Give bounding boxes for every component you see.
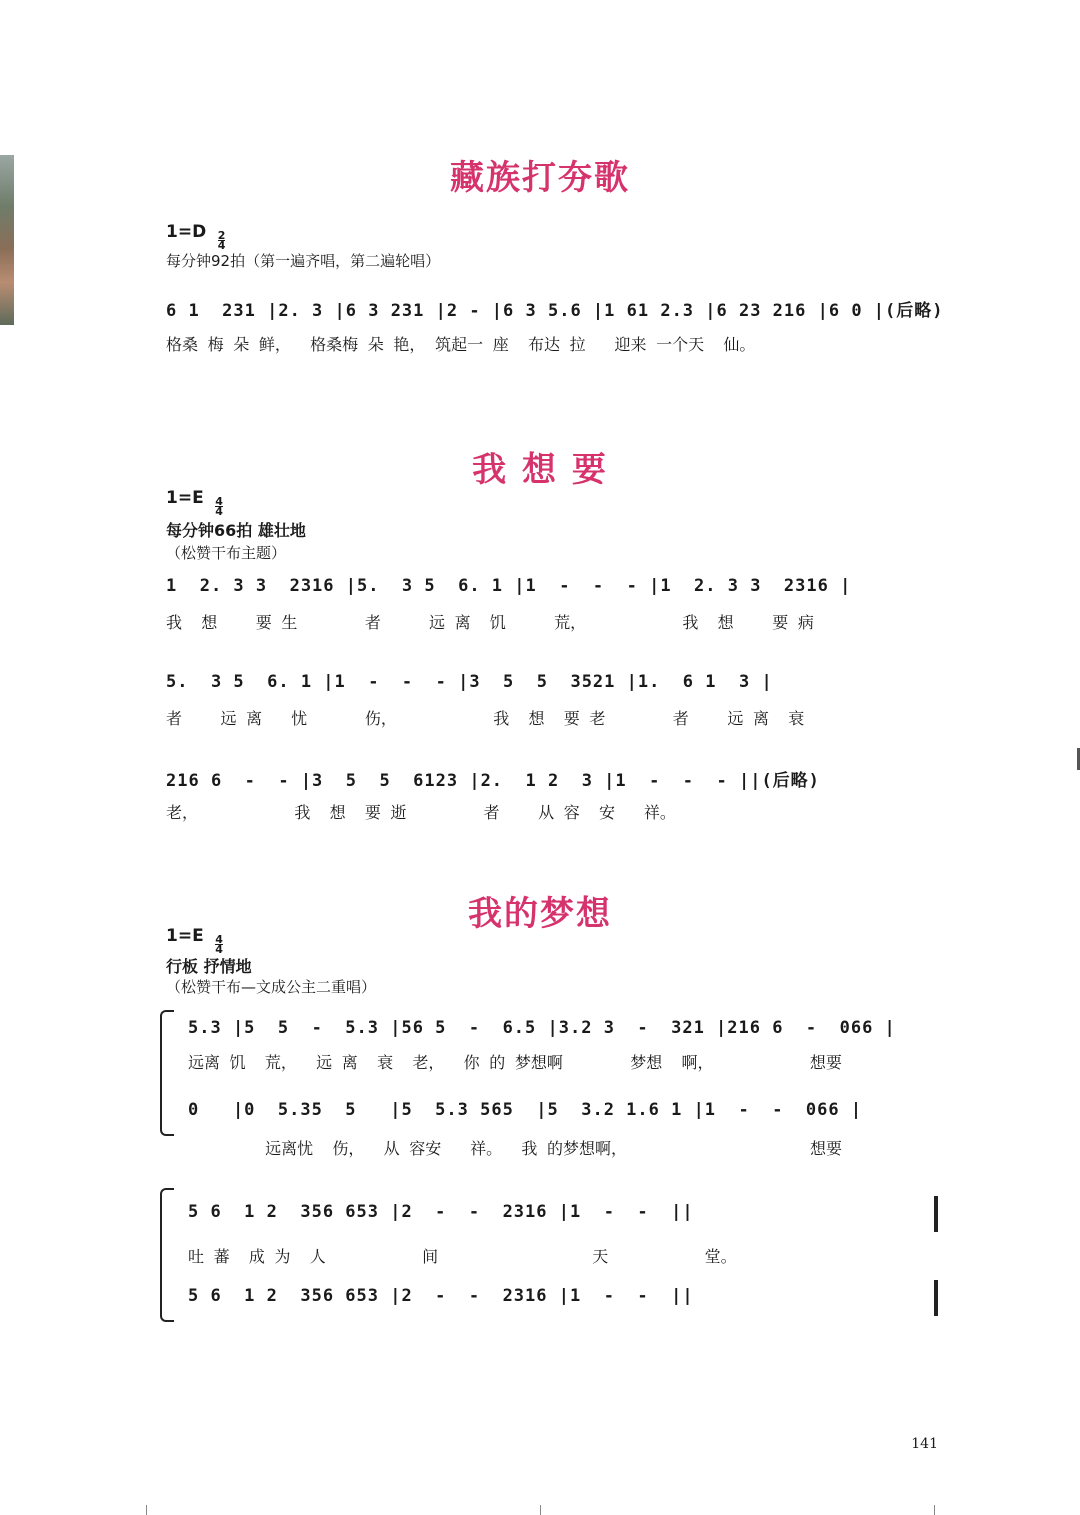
subtitle-3: （松赞干布—文成公主二重唱）: [166, 978, 377, 996]
tempo-3: 行板 抒情地: [166, 957, 252, 976]
time-signature: $\frac{4}{4}$: [215, 933, 223, 956]
song-title-1: 藏族打夯歌: [450, 158, 630, 198]
notes-text: 0 |0 5.35 5 |5 5.3 565 |5 3.2 1.6 1 |1 - - 066 |: [188, 1100, 863, 1120]
key-label: 1=E: [166, 488, 204, 508]
notes-text: 5 6 1 2 356 653 |2 - - 2316 |1 - - ||: [188, 1286, 694, 1306]
system-brace: [160, 1188, 174, 1322]
lower-voice-line-1: [188, 1100, 942, 1130]
song-title-2: 我 想 要: [472, 450, 608, 490]
key-signature-2: [166, 488, 223, 516]
tempo-1: 每分钟92拍（第一遍齐唱，第二遍轮唱）: [166, 252, 441, 270]
key-label: 1=E: [166, 926, 204, 946]
crop-mark: [146, 1505, 147, 1515]
notes-text: 216 6 - - |3 5 5 6123 |2. 1 2 3 |1 - - - ||(后略): [166, 771, 820, 791]
key-signature-1: [166, 222, 225, 250]
time-signature: $\frac{4}{4}$: [215, 495, 223, 518]
notation-line-2-1: [166, 576, 942, 606]
tempo-2: 每分钟66拍 雄壮地: [166, 521, 306, 540]
key-label: 1=D: [166, 222, 207, 242]
lyrics-line-1-1: 格桑 梅 朵 鲜， 格桑梅 朵 艳， 筑起一 座 布达 拉 迎来 一个天 仙。: [166, 335, 756, 354]
song-title-3: 我的梦想: [468, 894, 612, 934]
notes-text: 1 2. 3 3 2316 |5. 3 5 6. 1 |1 - - - |1 2. 3 3 2316 |: [166, 576, 852, 596]
crop-mark: [540, 1505, 541, 1515]
crop-mark: [934, 1505, 935, 1515]
upper-lyrics-line-1: 远离 饥 荒， 远 离 衰 老， 你 的 梦想啊 梦想 啊， 想要: [188, 1053, 842, 1072]
key-signature-3: [166, 926, 223, 954]
upper-lyrics-line-2: 吐 蕃 成 为 人 间 天 堂。: [188, 1247, 737, 1266]
final-barline: [934, 1196, 938, 1232]
lyrics-line-2-3: 老， 我 想 要 逝 者 从 容 安 祥。: [166, 803, 676, 822]
lyrics-line-2-1: 我 想 要 生 者 远 离 饥 荒， 我 想 要 病: [166, 613, 814, 632]
final-barline: [934, 1280, 938, 1316]
notes-text: 5 6 1 2 356 653 |2 - - 2316 |1 - - ||: [188, 1202, 694, 1222]
notation-line-1-1: [166, 296, 942, 326]
notation-line-2-2: [166, 672, 942, 702]
notes-text: 5.3 |5 5 - 5.3 |56 5 - 6.5 |3.2 3 - 321 |216 6 - 066 |: [188, 1018, 896, 1038]
time-signature: $\frac{2}{4}$: [217, 229, 226, 252]
page-number: 141: [911, 1436, 938, 1452]
notation-line-2-3: [166, 766, 942, 796]
lower-lyrics-line-1: 远离忧 伤， 从 容安 祥。 我 的梦想啊， 想要: [188, 1139, 843, 1158]
upper-voice-line-2: [188, 1202, 942, 1232]
notes-text: 6 1 231 |2. 3 |6 3 231 |2 - |6 3 5.6 |1 61 2.3 |6 23 216 |6 0 |(后略): [166, 301, 944, 321]
system-brace: [160, 1010, 174, 1136]
subtitle-2: （松赞干布主题）: [166, 544, 287, 562]
lyrics-line-2-2: 者 远 离 忧 伤， 我 想 要 老 者 远 离 衰: [166, 709, 805, 728]
lower-voice-line-2: [188, 1286, 942, 1316]
notes-text: 5. 3 5 6. 1 |1 - - - |3 5 5 3521 |1. 6 1 3 |: [166, 672, 773, 692]
upper-voice-line-1: [188, 1018, 942, 1048]
